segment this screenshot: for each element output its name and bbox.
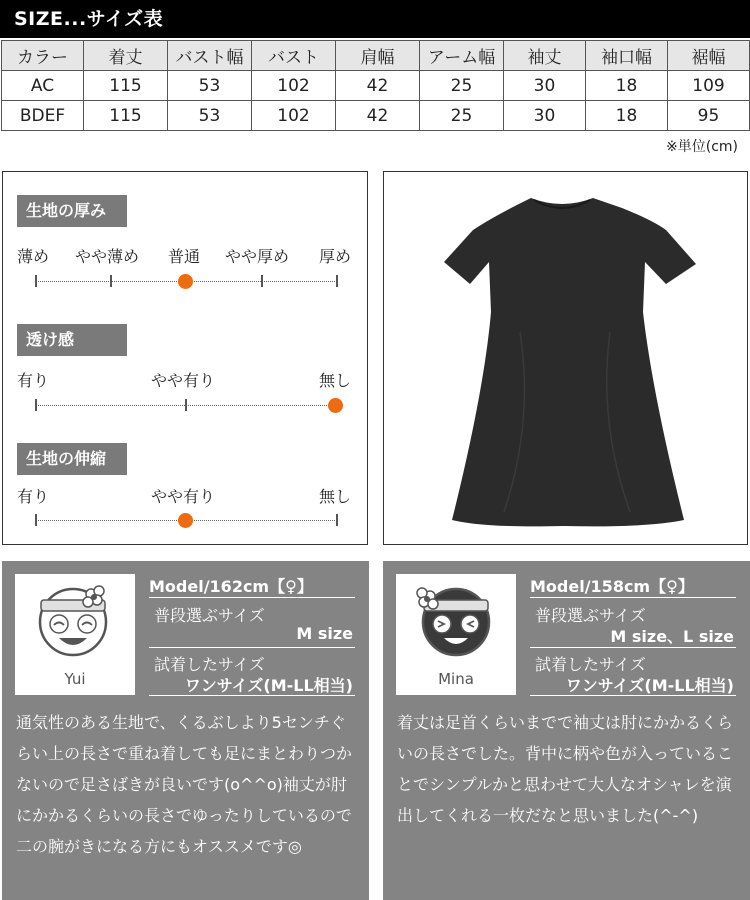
scale-tick <box>185 399 187 411</box>
stretch-scale-label: やや有り <box>151 487 216 506</box>
header-bust: バスト <box>252 41 336 71</box>
thickness-indicator-dot <box>178 274 193 289</box>
stretch-label: 生地の伸縮 <box>17 443 127 475</box>
model-comment: 通気性のある生地で、くるぶしより5センチぐらい上の長さで重ね着しても足にまとわりつかないので足さばきが良いです(o^^o)袖丈が肘にかかるくらいの長さでゆったりしているので二の腕がきになる方にもオススメです◎ <box>16 713 353 856</box>
tried-size-label: 試着したサイズ <box>154 655 265 674</box>
divider <box>149 647 355 648</box>
sheer-scale-label: 有り <box>17 371 50 390</box>
usual-size-label: 普段選ぶサイズ <box>154 606 265 625</box>
scale-tick <box>35 399 37 411</box>
tried-size-value: ワンサイズ(M-LL相当) <box>184 676 353 695</box>
divider <box>149 597 355 598</box>
stretch-scale-label: 無し <box>319 487 352 506</box>
stretch-indicator-dot <box>178 513 193 528</box>
scale-tick <box>336 275 338 287</box>
sheer-scale-label: やや有り <box>151 371 216 390</box>
thickness-scale-label: やや厚め <box>225 247 290 266</box>
sheer-indicator-dot <box>328 398 343 413</box>
table-cell: 115 <box>84 101 168 131</box>
table-cell: 102 <box>252 101 336 131</box>
model-title: Model/162cm【♀】 <box>149 577 313 596</box>
model-comment: 着丈は足首くらいまでで袖丈は肘にかかるくらいの長さでした。背中に柄や色が入っていることでシンプルかと思わせて大人なオシャレを演出してくれる一枚だなと思いました(^-^) <box>397 713 734 825</box>
table-cell: 18 <box>586 101 668 131</box>
table-cell: 53 <box>168 101 252 131</box>
divider <box>530 647 736 648</box>
table-cell: 25 <box>420 101 504 131</box>
thickness-scale-label: 薄め <box>17 247 50 266</box>
product-image-panel <box>383 171 748 545</box>
table-cell: 102 <box>252 71 336 101</box>
table-cell: 53 <box>168 71 252 101</box>
divider <box>530 597 736 598</box>
table-cell: 115 <box>84 71 168 101</box>
table-row <box>2 101 750 131</box>
usual-size-value: M size、L size <box>610 627 734 646</box>
model-panel-yui <box>2 561 369 900</box>
model-avatar-icon <box>15 574 135 674</box>
header-sleeve-length: 袖丈 <box>504 41 586 71</box>
scale-tick <box>336 514 338 526</box>
scale-tick <box>35 514 37 526</box>
avatar <box>396 574 516 695</box>
header-cuff-width: 袖口幅 <box>586 41 668 71</box>
usual-size-value: M size <box>296 624 353 643</box>
thickness-scale-label: 普通 <box>168 247 201 266</box>
dress-image <box>384 172 746 543</box>
table-cell: AC <box>2 71 84 101</box>
model-avatar-icon <box>396 574 516 674</box>
table-cell: 42 <box>336 101 420 131</box>
size-chart-title: SIZE...サイズ表 <box>0 0 750 38</box>
divider <box>149 695 355 696</box>
header-arm-width: アーム幅 <box>420 41 504 71</box>
tried-size-value: ワンサイズ(M-LL相当) <box>565 676 734 695</box>
scale-tick <box>110 275 112 287</box>
sheer-label: 透け感 <box>17 324 127 356</box>
table-cell: 42 <box>336 71 420 101</box>
table-cell: 109 <box>668 71 750 101</box>
scale-tick <box>261 275 263 287</box>
model-title: Model/158cm【♀】 <box>530 577 694 596</box>
table-cell: 25 <box>420 71 504 101</box>
stretch-scale-label: 有り <box>17 487 50 506</box>
model-name: Yui <box>64 670 86 688</box>
tried-size-label: 試着したサイズ <box>535 655 646 674</box>
table-cell: 30 <box>504 71 586 101</box>
table-row <box>2 71 750 101</box>
header-length: 着丈 <box>84 41 168 71</box>
fabric-panel <box>2 171 368 545</box>
header-hem-width: 裾幅 <box>668 41 750 71</box>
header-shoulder: 肩幅 <box>336 41 420 71</box>
header-color: カラー <box>2 41 84 71</box>
table-cell: 95 <box>668 101 750 131</box>
usual-size-label: 普段選ぶサイズ <box>535 606 646 625</box>
model-panel-mina <box>383 561 750 900</box>
thickness-label: 生地の厚み <box>17 195 127 227</box>
avatar <box>15 574 135 695</box>
table-cell: 18 <box>586 71 668 101</box>
thickness-scale-label: やや薄め <box>75 247 140 266</box>
size-table <box>1 40 750 131</box>
scale-tick <box>35 275 37 287</box>
sheer-scale-label: 無し <box>319 371 352 390</box>
table-header-row <box>2 41 750 71</box>
unit-note: ※単位(cm) <box>666 139 738 155</box>
model-name: Mina <box>438 670 474 688</box>
divider <box>530 695 736 696</box>
table-cell: 30 <box>504 101 586 131</box>
table-cell: BDEF <box>2 101 84 131</box>
thickness-scale-label: 厚め <box>319 247 352 266</box>
header-bust-width: バスト幅 <box>168 41 252 71</box>
